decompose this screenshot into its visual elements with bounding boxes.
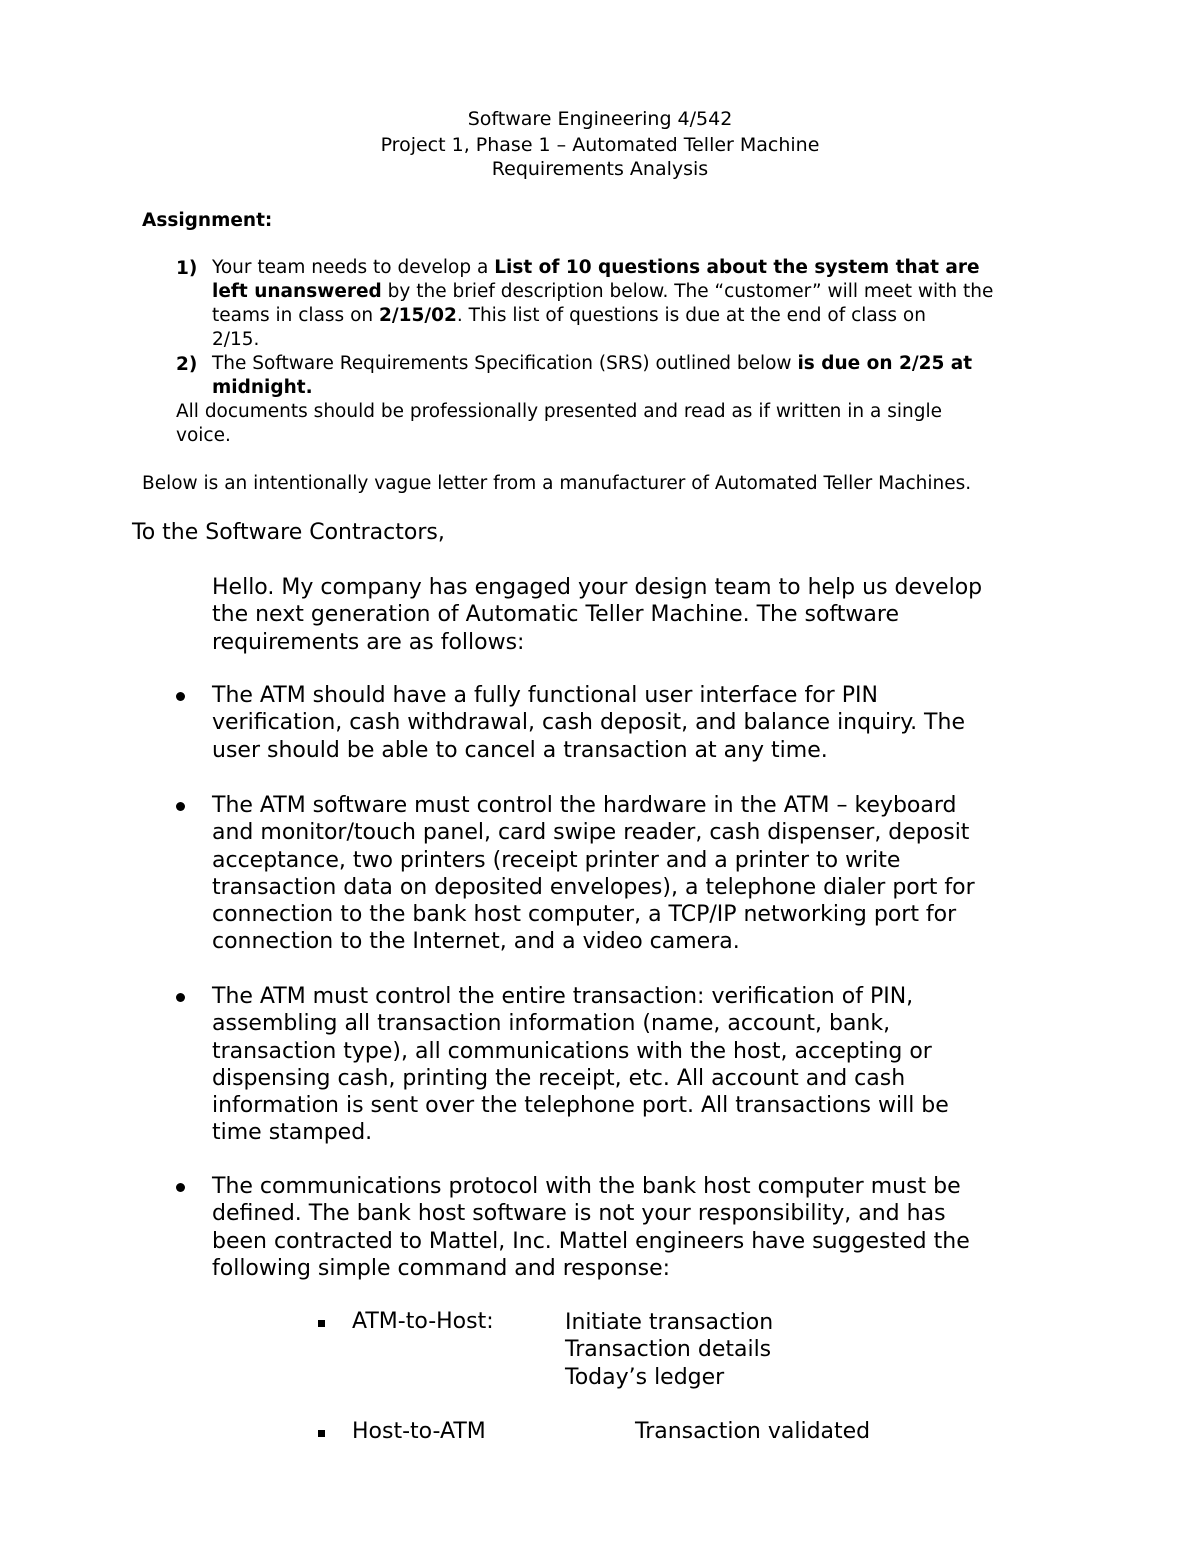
- item-1-line-1: Your team needs to develop a List of 10 questions about the system that are: [212, 257, 980, 278]
- letter-salutation: To the Software Contractors,: [132, 520, 445, 545]
- item-1-line-3: teams in class on 2/15/02. This list of questions is due at the end of class on: [212, 305, 926, 326]
- item-2-line-2: midnight.: [212, 377, 313, 398]
- assignment-label: Assignment:: [142, 210, 273, 231]
- project-title: Project 1, Phase 1 – Automated Teller Machine: [380, 134, 820, 156]
- atm-to-host-commands: Initiate transaction Transaction details Today’s ledger: [565, 1310, 774, 1390]
- bullet-dot: [176, 802, 185, 811]
- item-1-line-2: left unanswered by the brief description below. The “customer” will meet with the: [212, 281, 994, 302]
- square-bullet: [318, 1320, 325, 1327]
- requirement-bullet-3: The ATM must control the entire transaction: verification of PIN, assembling all transaction information (name, account, bank, transaction type), all communications with the host, accepting or dispensing cash, printing the receipt, etc. All account and cash information is sent over the telephone port. All transactions will be time stamped.: [212, 984, 949, 1146]
- bullet-dot: [176, 692, 185, 701]
- host-to-atm-label: Host-to-ATM: [352, 1419, 486, 1444]
- item-2-line-1: The Software Requirements Specification (SRS) outlined below is due on 2/25 at: [212, 353, 973, 374]
- bullet-dot: [176, 1183, 185, 1192]
- assignment-note: All documents should be professionally presented and read as if written in a single voice.: [176, 401, 942, 446]
- intro-text: Below is an intentionally vague letter from a manufacturer of Automated Teller Machines.: [142, 473, 972, 494]
- assignment-item-2: [212, 352, 972, 400]
- requirement-bullet-1: The ATM should have a fully functional user interface for PIN verification, cash withdrawal, cash deposit, and balance inquiry. The user should be able to cancel a transaction at any time.: [212, 683, 965, 763]
- item-1-number: 1): [176, 258, 198, 279]
- atm-to-host-label: ATM-to-Host:: [352, 1309, 494, 1334]
- requirement-bullet-4: The communications protocol with the bank host computer must be defined. The bank host software is not your responsibility, and has been contracted to Mattel, Inc. Mattel engineers have suggested the following simple command and response:: [212, 1174, 970, 1281]
- assignment-item-1: [212, 256, 993, 352]
- bullet-dot: [176, 993, 185, 1002]
- square-bullet: [318, 1430, 325, 1437]
- requirement-bullet-2: The ATM software must control the hardware in the ATM – keyboard and monitor/touch panel, card swipe reader, cash dispenser, deposit acceptance, two printers (receipt printer and a printer to write transaction data on deposited envelopes), a telephone dialer port for connection to the bank host computer, a TCP/IP networking port for connection to the Internet, and a video camera.: [212, 793, 975, 955]
- item-1-line-4: 2/15.: [212, 329, 260, 350]
- course-title: Software Engineering 4/542: [467, 108, 733, 130]
- host-to-atm-response: Transaction validated: [635, 1419, 871, 1444]
- page-subtitle: Requirements Analysis: [491, 158, 709, 180]
- item-2-number: 2): [176, 354, 198, 375]
- letter-paragraph: Hello. My company has engaged your design team to help us develop the next generation of Automatic Teller Machine. The software requirements are as follows:: [212, 575, 983, 655]
